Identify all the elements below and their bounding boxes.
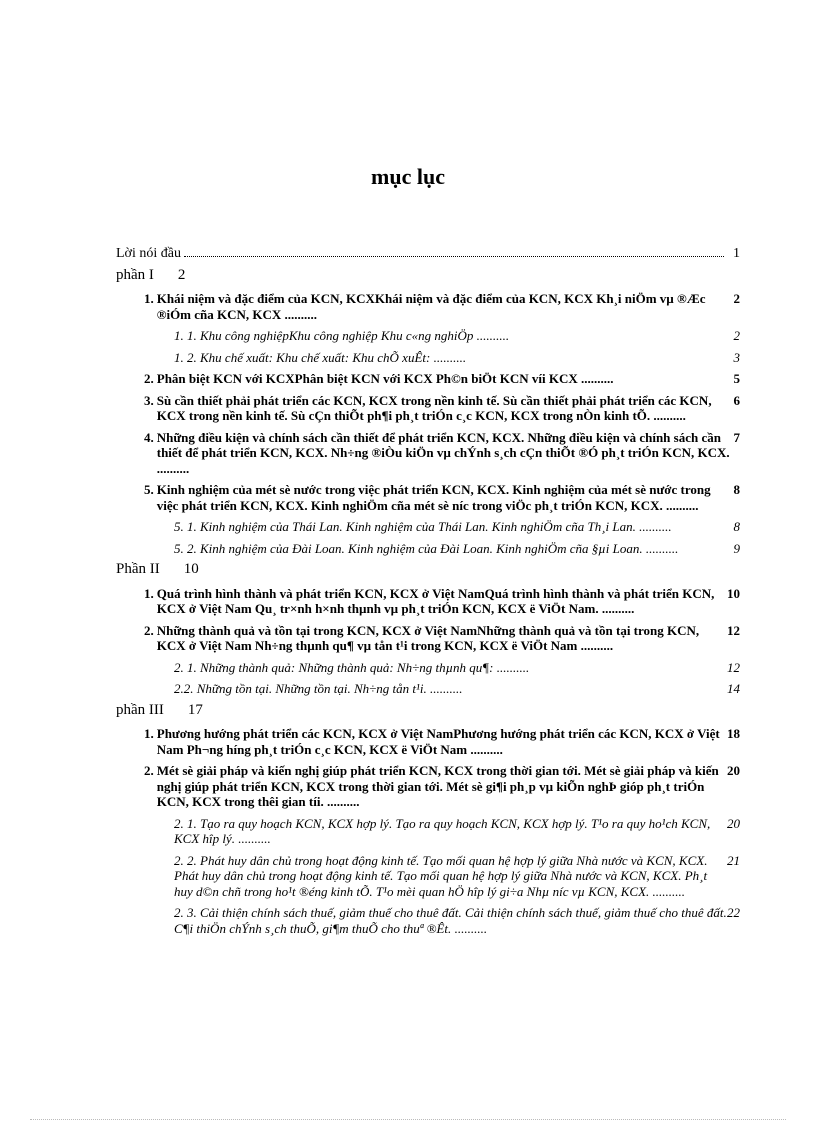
toc-page-number: 5 bbox=[733, 371, 740, 386]
toc-entry-number: 3. bbox=[144, 392, 154, 408]
toc-page-number: 3 bbox=[733, 349, 740, 365]
toc-entry-title: Mét sè giải pháp và kiến nghị giúp phát triển KCN, KCX trong thời gian tới. Mét sè giải pháp và kiến nghị giúp phát triển KCN, KCX trong thời gian tới. Mét sè gi¶i ph¸p vµ kiÕn nghÞ gióp ph¸t triÓn KCN, KCX trong thêi gian tíi. .......... bbox=[156, 763, 719, 809]
toc-entry-section[interactable] bbox=[116, 726, 740, 757]
dot-leader bbox=[184, 256, 724, 257]
page-title: mục lục bbox=[371, 164, 445, 189]
toc-entry-title: Khái niệm và đặc điểm của KCN, KCXKhái niệm và đặc điểm của KCN, KCX Kh¸i niÖm vµ ®Æc ®iÓm cña KCN, KCX .......... bbox=[156, 291, 706, 322]
toc-entry-title: Phương hướng phát triển các KCN, KCX ở Việt NamPhương hướng phát triển các KCN, KCX ở Việt Nam Ph¬ng híng ph¸t triÓn c¸c KCN, KCX ë ViÖt Nam .......... bbox=[156, 726, 720, 757]
toc-part-heading[interactable] bbox=[116, 268, 740, 284]
dot-leader: .......... bbox=[635, 519, 672, 534]
dot-leader: .......... bbox=[156, 460, 190, 476]
toc-entry-subsection[interactable] bbox=[116, 853, 740, 900]
toc-entry-subsection[interactable] bbox=[116, 816, 740, 847]
toc-entry-subsection[interactable] bbox=[116, 519, 740, 535]
toc-entry-label: Lời nói đầu bbox=[116, 246, 181, 261]
dot-leader: .......... bbox=[281, 306, 318, 322]
toc-entry-title: 5. 1. Kinh nghiệm của Thái Lan. Kinh nghiệm của Thái Lan. Kinh nghiÖm cña Th¸i Lan. .......... bbox=[174, 519, 672, 534]
toc-entry-subsection[interactable] bbox=[116, 328, 740, 344]
toc-page-number: 18 bbox=[727, 726, 740, 741]
toc-page-number: 1 bbox=[733, 246, 740, 261]
dot-leader: .......... bbox=[649, 883, 686, 899]
toc-entry-title: 1. 1. Khu công nghiệpKhu công nghiệp Khu c«ng nghiÖp .......... bbox=[174, 328, 510, 343]
toc-entry-title: Quá trình hình thành và phát triển KCN, KCX ở Việt NamQuá trình hình thành và phát triển KCN, KCX ở Việt Nam Qu¸ tr×nh h×nh thµnh vµ ph¸t triÓn KCN, KCX ë ViÖt Nam. .......... bbox=[156, 585, 715, 616]
dot-leader: .......... bbox=[467, 741, 503, 757]
toc-entry-title: 2.2. Những tồn tại. Những tồn tại. Nh÷ng tån t¹i. .......... bbox=[174, 681, 463, 696]
toc-entry-subsection[interactable] bbox=[116, 541, 740, 557]
footer-divider bbox=[30, 1119, 786, 1120]
toc-entry-title: 2. 1. Những thành quả: Những thành quả: Nh÷ng thµnh qu¶: .......... bbox=[174, 659, 530, 675]
toc-part-page: 2 bbox=[177, 266, 186, 283]
toc-entry-section[interactable] bbox=[116, 393, 740, 424]
toc-entry-section[interactable] bbox=[116, 763, 740, 810]
toc-page-number: 10 bbox=[727, 585, 740, 601]
dot-leader: .......... bbox=[235, 831, 271, 846]
dot-leader: .......... bbox=[650, 408, 686, 423]
toc-entry-preface[interactable] bbox=[116, 246, 740, 262]
toc-page-number: 20 bbox=[727, 763, 740, 778]
toc-entry-number: 1. bbox=[144, 585, 154, 601]
toc-entry-number: 4. bbox=[144, 429, 154, 445]
toc-entry-subsection[interactable] bbox=[116, 905, 740, 936]
dot-leader: .......... bbox=[323, 794, 360, 809]
toc-entry-section[interactable] bbox=[116, 586, 740, 617]
toc-entry-subsection[interactable] bbox=[116, 660, 740, 676]
toc-part-heading[interactable] bbox=[116, 562, 740, 578]
toc-part-label: Phần II bbox=[116, 561, 160, 577]
toc-page-number: 22 bbox=[727, 905, 740, 920]
dot-leader: .......... bbox=[577, 371, 614, 386]
dot-leader: .......... bbox=[577, 638, 614, 653]
toc-entry-number: 2. bbox=[144, 371, 154, 386]
dot-leader: .......... bbox=[426, 681, 463, 696]
dot-leader: .......... bbox=[598, 601, 635, 616]
toc-entry-number: 2. bbox=[144, 763, 154, 778]
toc-page-number: 8 bbox=[733, 482, 740, 497]
toc-part-page: 10 bbox=[183, 561, 199, 577]
toc-entry-section[interactable] bbox=[116, 623, 740, 654]
toc-entry-title: 2. 3. Cải thiện chính sách thuế, giảm thuế cho thuê đất. Cải thiện chính sách thuế, giảm thuế cho thuê đất. C¶i thiÖn chÝnh s¸ch thuÕ, gi¶m thuÕ cho thuª ®Êt. .......... bbox=[174, 905, 727, 936]
toc-entry-section[interactable] bbox=[116, 430, 740, 477]
toc-parts bbox=[116, 268, 740, 937]
toc-entry-section[interactable] bbox=[116, 291, 740, 322]
toc-part-page: 17 bbox=[187, 701, 203, 718]
toc-part-label: phần I bbox=[116, 266, 154, 283]
toc-entry-title: 2. 1. Tạo ra quy hoạch KCN, KCX hợp lý. Tạo ra quy hoạch KCN, KCX hợp lý. T¹o ra quy ho¹ch KCN, KCX hîp lý. .......... bbox=[174, 815, 711, 846]
toc-entry-number: 1. bbox=[144, 291, 154, 306]
toc-page-number: 12 bbox=[727, 659, 740, 675]
toc-page-number: 2 bbox=[733, 328, 740, 343]
toc-entry-title: Những thành quả và tồn tại trong KCN, KCX ở Việt NamNhững thành quả và tồn tại trong KCN, KCX ở Việt Nam Nh÷ng thµnh qu¶ vµ tån t¹i trong KCN, KCX ë ViÖt Nam .......... bbox=[156, 622, 700, 653]
dot-leader: .......... bbox=[662, 497, 699, 513]
toc-entry-subsection[interactable] bbox=[116, 350, 740, 366]
dot-leader: .......... bbox=[493, 659, 530, 675]
dot-leader: .......... bbox=[642, 540, 679, 556]
toc-page-number: 21 bbox=[727, 852, 740, 868]
toc-page-number: 12 bbox=[727, 622, 740, 638]
table-of-contents bbox=[116, 246, 740, 942]
toc-page-number: 7 bbox=[733, 429, 740, 445]
toc-page-number: 20 bbox=[727, 815, 740, 831]
toc-entry-title: 5. 2. Kinh nghiệm của Đài Loan. Kinh nghiệm của Đài Loan. Kinh nghiÖm cña §µi Loan. .......... bbox=[174, 540, 679, 556]
toc-entry-title: Sù cần thiết phải phát triển các KCN, KCX trong nền kinh tế. Sù cần thiết phải phát triển các KCN, KCX trong nền kinh tế. Sù cÇn thiÕt ph¶i ph¸t triÓn c¸c KCN, KCX trong nÒn kinh tÕ. .......... bbox=[156, 392, 712, 423]
toc-entry-subsection[interactable] bbox=[116, 681, 740, 697]
dot-leader: .......... bbox=[473, 328, 510, 343]
toc-part-label: phần III bbox=[116, 701, 164, 718]
toc-page-number: 2 bbox=[733, 291, 740, 306]
toc-entry-title: Phân biệt KCN với KCXPhân biệt KCN với KCX Ph©n biÖt KCN víi KCX .......... bbox=[156, 371, 614, 386]
toc-entry-section[interactable] bbox=[116, 482, 740, 513]
toc-part-heading[interactable] bbox=[116, 703, 740, 719]
dot-leader: .......... bbox=[430, 349, 467, 365]
toc-entry-title: Những điều kiện và chính sách cần thiết để phát triển KCN, KCX. Những điều kiện và chính sách cần thiết để phát triển KCN, KCX. Nh÷ng ®iÒu kiÖn vµ chÝnh s¸ch cÇn thiÕt ®Ó ph¸t triÓn KCN, KCX. .......... bbox=[156, 429, 730, 476]
toc-page-number: 8 bbox=[733, 519, 740, 534]
toc-page-number: 14 bbox=[727, 681, 740, 696]
dot-leader: .......... bbox=[451, 920, 488, 936]
toc-entry-number: 2. bbox=[144, 622, 154, 638]
toc-entry-number: 5. bbox=[144, 482, 154, 497]
toc-page-number: 9 bbox=[733, 540, 740, 556]
toc-page-number: 6 bbox=[733, 392, 740, 408]
toc-entry-title: Kinh nghiệm của mét sè nước trong việc phát triển KCN, KCX. Kinh nghiệm của mét sè nước trong việc phát triển KCN, KCX. Kinh nghiÖm cña mét sè níc trong viÖc ph¸t triÓn KCN, KCX. .......... bbox=[156, 482, 711, 513]
toc-entry-title: 1. 2. Khu chế xuất: Khu chế xuất: Khu chÕ xuÊt: .......... bbox=[174, 349, 467, 365]
toc-entry-section[interactable] bbox=[116, 371, 740, 387]
toc-entry-number: 1. bbox=[144, 726, 154, 741]
toc-entry-title: 2. 2. Phát huy dân chủ trong hoạt động kinh tế. Tạo mối quan hệ hợp lý giữa Nhà nước và KCN, KCX. Phát huy dân chủ trong hoạt động kinh tế. Tạo mối quan hệ hợp lý giữa Nhà nước và KCN, KCX. Ph¸t huy d©n chñ trong ho¹t ®éng kinh tÕ. T¹o mèi quan hÖ hîp lý gi÷a Nhµ níc vµ KCN, KCX. .......... bbox=[174, 852, 708, 899]
